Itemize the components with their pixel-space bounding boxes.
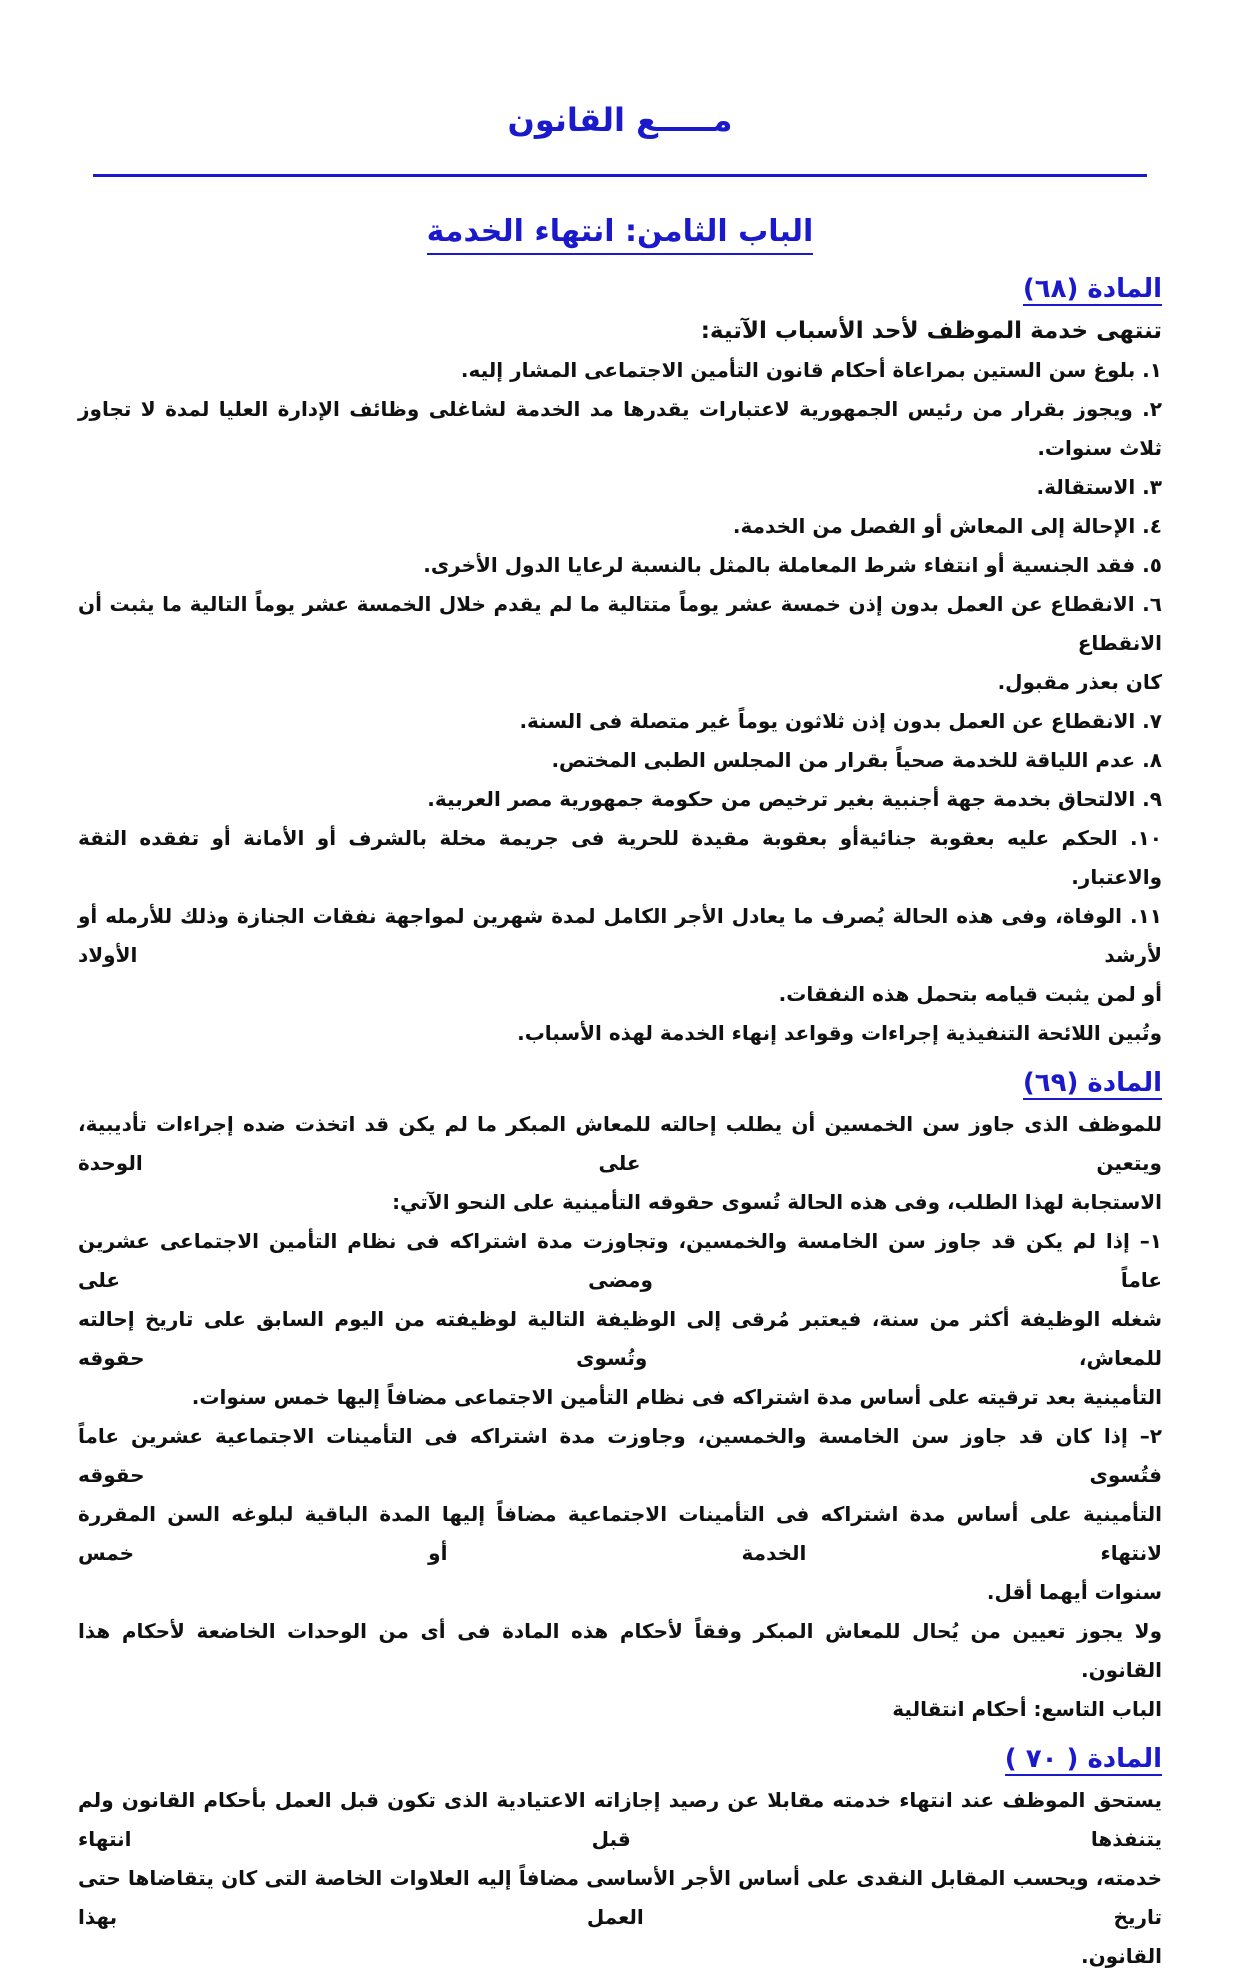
list-item: ٦. الانقطاع عن العمل بدون إذن خمسة عشر يوماً متتالية ما لم يقدم خلال الخمسة عشر يوماً التالية ما يثبت أن الانقطاع xyxy=(78,592,1162,655)
paragraph-line: ١– إذا لم يكن قد جاوز سن الخامسة والخمسين، وتجاوزت مدة اشتراكه فى نظام التأمين الاجتماعى عشرين عاماً ومضى على xyxy=(78,1229,1162,1292)
list-item: ١. بلوغ سن الستين بمراعاة أحكام قانون التأمين الاجتماعى المشار إليه. xyxy=(460,358,1162,382)
chapter-title xyxy=(78,205,1162,259)
list-item: ٩. الالتحاق بخدمة جهة أجنبية بغير ترخيص من حكومة جمهورية مصر العربية. xyxy=(427,787,1162,811)
paragraph-line: يستحق الموظف عند انتهاء خدمته مقابلا عن رصيد إجازاته الاعتيادية الذى تكون قبل العمل بأحكام القانون ولم يتنفذها قبل انتهاء xyxy=(78,1788,1162,1851)
list-item-continuation: أو لمن يثبت قيامه بتحمل هذه النفقات. xyxy=(778,982,1162,1006)
list-item: ٢. ويجوز بقرار من رئيس الجمهورية لاعتبارات يقدرها مد الخدمة لشاغلى وظائف الإدارة العليا لمدة لا تجاوز ثلاث سنوات. xyxy=(78,397,1162,460)
article-70-heading: المادة ( ٧٠ ) xyxy=(1004,1744,1162,1774)
list-item: ٣. الاستقالة. xyxy=(1036,475,1162,499)
header-divider xyxy=(93,174,1147,177)
article-69-heading: المادة (٦٩) xyxy=(1022,1068,1162,1098)
list-item: ٨. عدم اللياقة للخدمة صحياً بقرار من المجلس الطبى المختص. xyxy=(551,748,1162,772)
paragraph-line: خدمته، ويحسب المقابل النقدى على أساس الأجر الأساسى مضافاً إليه العلاوات الخاصة التى كان يتقاضاها حتى تاريخ العمل بهذا xyxy=(78,1866,1162,1929)
article-68-intro: تنتهى خدمة الموظف لأحد الأسباب الآتية: xyxy=(700,318,1162,344)
paragraph-line: للموظف الذى جاوز سن الخمسين أن يطلب إحالته للمعاش المبكر ما لم يكن قد اتخذت ضده إجراءات تأديبية، ويتعين على الوحدة xyxy=(78,1112,1162,1175)
paragraph-line: ٢– إذا كان قد جاوز سن الخامسة والخمسين، وجاوزت مدة اشتراكه فى التأمينات الاجتماعية عشرين عاماً فتُسوى حقوقه xyxy=(78,1424,1162,1487)
article-68-closing: وتُبين اللائحة التنفيذية إجراءات وقواعد إنهاء الخدمة لهذه الأسباب. xyxy=(517,1021,1162,1045)
page-header-title: مـــــع القانون xyxy=(507,101,733,139)
list-item: ٤. الإحالة إلى المعاش أو الفصل من الخدمة. xyxy=(732,514,1162,538)
chapter-9-title: الباب التاسع: أحكام انتقالية xyxy=(892,1697,1162,1721)
list-item: ٥. فقد الجنسية أو انتفاء شرط المعاملة بالمثل بالنسبة لرعايا الدول الأخرى. xyxy=(423,553,1162,577)
list-item: ٧. الانقطاع عن العمل بدون إذن ثلاثون يوماً غير متصلة فى السنة. xyxy=(519,709,1162,733)
paragraph-line: التأمينية على أساس مدة اشتراكه فى التأمينات الاجتماعية مضافاً إليها المدة الباقية لبلوغه السن المقررة لانتهاء الخدمة أو خمس xyxy=(78,1502,1162,1565)
list-item: ١١. الوفاة، وفى هذه الحالة يُصرف ما يعادل الأجر الكامل لمدة شهرين لمواجهة نفقات الجنازة وذلك للأرمله أو لأرشد الأولاد xyxy=(78,904,1162,967)
list-item-continuation: كان بعذر مقبول. xyxy=(997,670,1162,694)
paragraph-line: الاستجابة لهذا الطلب، وفى هذه الحالة تُسوى حقوقه التأمينية على النحو الآتي: xyxy=(392,1190,1162,1214)
paragraph-line: سنوات أيهما أقل. xyxy=(986,1580,1162,1604)
chapter-8-title: الباب الثامن: انتهاء الخدمة xyxy=(427,214,814,255)
article-68-heading: المادة (٦٨) xyxy=(1022,274,1162,304)
paragraph-line: القانون. xyxy=(1081,1944,1162,1968)
article-69-closing: ولا يجوز تعيين من يُحال للمعاش المبكر وفقاً لأحكام هذه المادة فى أى من الوحدات الخاضعة لأحكام هذا القانون. xyxy=(78,1619,1162,1682)
paragraph-line: شغله الوظيفة أكثر من سنة، فيعتبر مُرقى إلى الوظيفة التالية لوظيفته من اليوم السابق على تاريخ إحالته للمعاش، وتُسوى حقوقه xyxy=(78,1307,1162,1370)
list-item: ١٠. الحكم عليه بعقوبة جنائيةأو بعقوبة مقيدة للحرية فى جريمة مخلة بالشرف أو الأمانة أو تفقده الثقة والاعتبار. xyxy=(78,826,1162,889)
paragraph-line: التأمينية بعد ترقيته على أساس مدة اشتراكه فى نظام التأمين الاجتماعى مضافاً إليها خمس سنوات. xyxy=(191,1385,1162,1409)
